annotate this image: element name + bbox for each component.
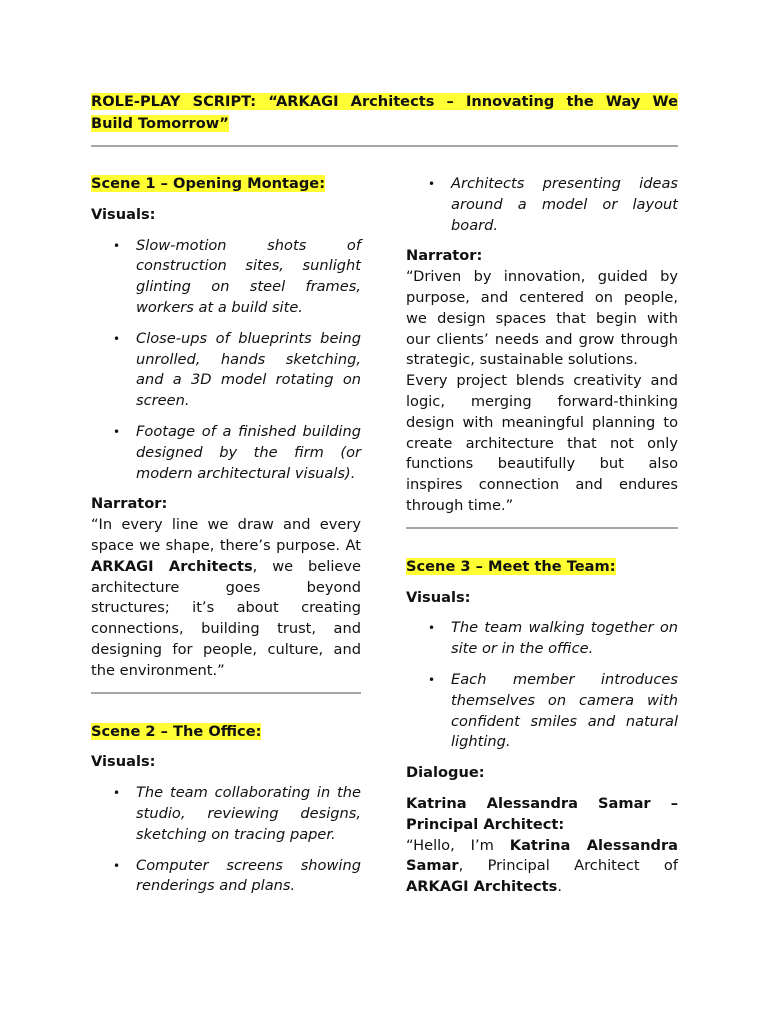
scene3-visuals-label: Visuals:: [406, 588, 471, 606]
list-item: • Architects presenting ideas around a model or layout board.: [428, 175, 678, 234]
list-item: • Footage of a finished building designed by the firm (or modern architectural visuals).: [113, 422, 361, 482]
scene1-visuals-label: Visuals:: [91, 205, 156, 223]
firm-name: ARKAGI Architects: [406, 878, 558, 896]
scene3-dialogue-line: “Hello, I’m Katrina Alessandra Samar, Principal Architect of ARKAGI Architects.: [406, 836, 678, 896]
title-line-2: Build Tomorrow”: [91, 115, 229, 132]
bullet-icon: •: [428, 621, 436, 636]
list-item: • Slow-motion shots of construction sites, sunlight glinting on steel frames, workers at a build site.: [113, 236, 361, 316]
list-item: • The team collaborating in the studio, reviewing designs, sketching on tracing paper.: [113, 784, 361, 843]
scene2-visuals-list: [91, 783, 361, 897]
scene2-narrator-label: Narrator:: [406, 247, 483, 265]
bullet-icon: •: [113, 786, 121, 801]
scene1-visuals-list: [91, 236, 361, 485]
bullet-icon: •: [113, 331, 121, 346]
title-line-1: ROLE-PLAY SCRIPT: “ARKAGI Architects – Innovating the Way We: [91, 93, 678, 110]
scene1-divider: [91, 692, 361, 694]
scene2-visuals-list-continued: [406, 174, 678, 236]
scene3-visuals-list: [406, 618, 678, 753]
document-title: [91, 91, 678, 135]
title-divider: [91, 145, 678, 147]
scene2-divider: [406, 527, 678, 529]
list-item: • The team walking together on site or in the office.: [428, 619, 678, 658]
bullet-icon: •: [113, 424, 121, 439]
bullet-icon: •: [113, 858, 121, 873]
list-item: • Close-ups of blueprints being unrolled, hands sketching, and a 3D model rotating on screen.: [113, 329, 361, 410]
scene3-speaker: Katrina Alessandra Samar – Principal Architect:: [406, 794, 678, 833]
scene2-narrator-text-2: Every project blends creativity and logic, merging forward-thinking design with meaningful planning to create architecture that not only functions beautifully but also inspires connection and endures through time.”: [406, 372, 678, 514]
scene2-heading: Scene 2 – The Office:: [91, 722, 262, 740]
scene3-dialogue-label: Dialogue:: [406, 764, 485, 782]
bullet-icon: •: [428, 672, 436, 687]
firm-name: ARKAGI Architects: [91, 557, 253, 575]
scene1-narrator-text: “In every line we draw and every space we shape, there’s purpose. At ARKAGI Architects, we believe architecture goes beyond structures; it’s about creating connections, building trust, and designing for people, culture, and the environment.”: [91, 516, 361, 679]
list-item: • Computer screens showing renderings and plans.: [113, 856, 361, 895]
scene1-narrator-label: Narrator:: [91, 495, 168, 513]
scene3-heading: Scene 3 – Meet the Team:: [406, 557, 616, 575]
list-item: • Each member introduces themselves on camera with confident smiles and natural lighting.: [428, 670, 678, 751]
scene2-visuals-label: Visuals:: [91, 753, 156, 771]
bullet-icon: •: [428, 177, 436, 191]
bullet-icon: •: [113, 238, 121, 253]
speaker-name: Katrina Alessandra Samar: [406, 836, 678, 875]
left-column: [91, 174, 361, 907]
right-column: [406, 174, 678, 898]
scene2-narrator-text-1: “Driven by innovation, guided by purpose, and centered on people, we design spaces that begin with our clients’ needs and grow through strategic, sustainable solutions.: [406, 268, 678, 369]
scene1-heading: Scene 1 – Opening Montage:: [91, 175, 326, 192]
